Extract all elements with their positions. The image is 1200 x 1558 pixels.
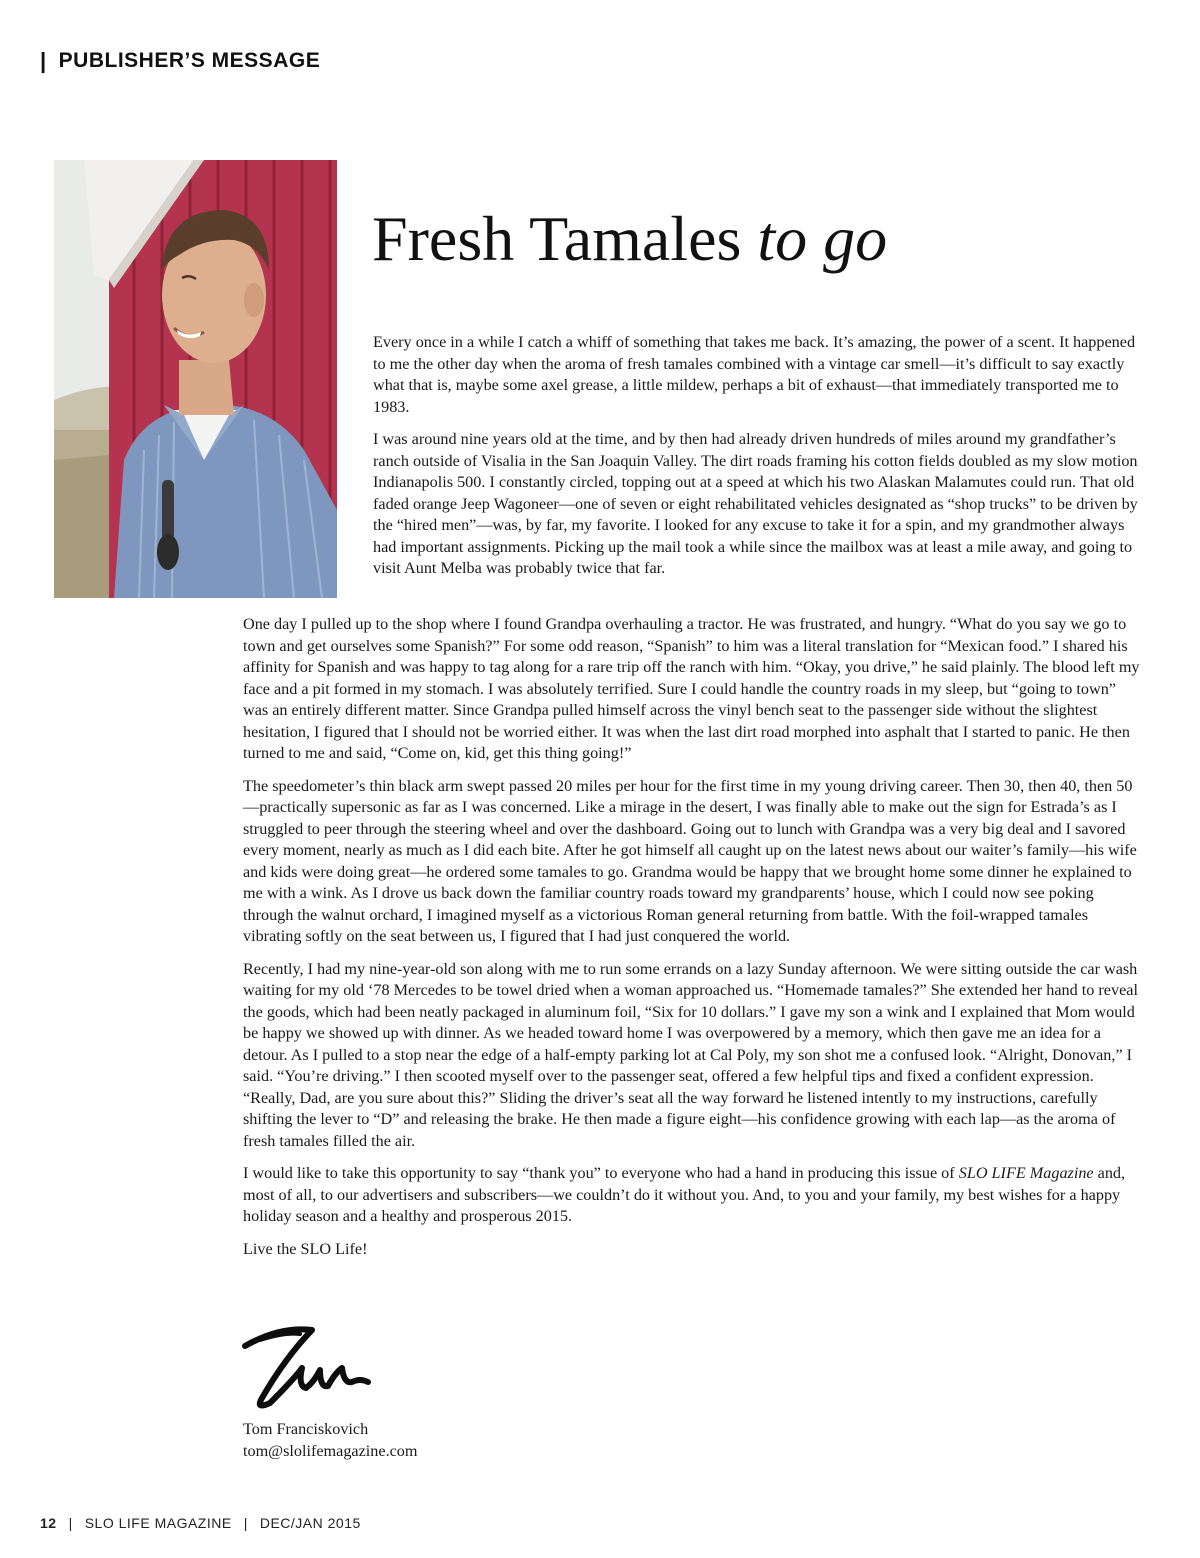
section-header bbox=[40, 48, 320, 74]
header-separator: | bbox=[40, 48, 47, 73]
article-paragraph: The speedometer’s thin black arm swept passed 20 miles per hour for the first time in my young driving career. Then 30, then 40, then 50—practically supersonic as far as I was concerned. Like a mirage in the desert, I was finally able to make out the sign for Estrada’s as I struggled to peer through the steering wheel and over the dashboard. Going out to lunch with Grandpa was a very big deal and I savored every moment, nearly as much as I did each bite. After he got himself all caught up on the latest news about our waiter’s family—his wife and kids were doing great—he ordered some tamales to go. Grandma would be happy that we brought home some dinner he explained to me with a wink. As I drove us back down the familiar country roads toward my grandparents’ house, which I could now see poking through the walnut orchard, I imagined myself as a victorious Roman general returning from battle. With the foil-wrapped tamales vibrating softly on the seat between us, I figured that I had just conquered the world. bbox=[243, 776, 1137, 945]
publication-name: SLO LIFE MAGAZINE bbox=[84, 1515, 232, 1531]
section-title: PUBLISHER’S MESSAGE bbox=[58, 49, 321, 72]
author-name: Tom Franciskovich bbox=[243, 1420, 369, 1438]
thanks-text-before: I would like to take this opportunity to say “thank you” to everyone who had a hand in producing this issue of bbox=[243, 1164, 959, 1182]
article-title bbox=[372, 204, 887, 274]
issue-date: DEC/JAN 2015 bbox=[259, 1515, 361, 1531]
author-email[interactable]: tom@slolifemagazine.com bbox=[243, 1441, 418, 1460]
page-number: 12 bbox=[40, 1515, 57, 1531]
article-title-italic: to go bbox=[757, 203, 888, 274]
article-title-main: Fresh Tamales bbox=[372, 203, 758, 274]
article-body-main bbox=[243, 614, 1143, 1271]
article-paragraph: I was around nine years old at the time, and by then had already driven hundreds of miles around my grandfather’s ranch outside of Visalia in the San Joaquin Valley. The dirt roads framing his cotton fields doubled as my slow motion Indianapolis 500. I constantly circled, topping out at a speed at which his two Alaskan Malamutes could run. That old faded orange Jeep Wagoneer—one of seven or eight rehabilitated vehicles designated as “shop trucks” to be driven by the “hired men”—was, by far, my favorite. I looked for any excuse to take it for a spin, and my grandmother always had important assignments. Picking up the mail took a while since the mailbox was at least a mile away, and going to visit Aunt Melba was probably twice that far. bbox=[373, 430, 1138, 577]
footer-separator: | bbox=[243, 1515, 248, 1531]
publisher-photo-illustration bbox=[54, 160, 337, 598]
closing-line: Live the SLO Life! bbox=[243, 1239, 368, 1258]
signature bbox=[240, 1318, 375, 1413]
page-footer bbox=[40, 1515, 361, 1531]
article-paragraph: Every once in a while I catch a whiff of something that takes me back. It’s amazing, the power of a scent. It happened to me the other day when the aroma of fresh tamales combined with a vintage car smell—it’s difficult to say exactly what that is, maybe some axel grease, a little mildew, perhaps a bit of exhaust—that immediately transported me to 1983. bbox=[373, 333, 1136, 416]
footer-separator: | bbox=[68, 1515, 73, 1531]
thanks-text-after: and, most of all, to our advertisers and subscribers—we couldn’t do it without you. And, to you and your family, my best wishes for a happy holiday season and a healthy and prosperous 2015. bbox=[243, 1164, 1126, 1225]
publisher-photo bbox=[54, 160, 337, 598]
article-body-top bbox=[373, 332, 1143, 591]
article-paragraph: Recently, I had my nine-year-old son along with me to run some errands on a lazy Sunday afternoon. We were sitting outside the car wash waiting for my old ‘78 Mercedes to be towel dried when a woman approached us. “Homemade tamales?” She extended her hand to reveal the goods, which had been neatly packaged in aluminum foil, “Six for 10 dollars.” I gave my son a wink and I explained that Mom would be happy we showed up with dinner. As we headed toward home I was overpowered by a memory, which then gave me an idea for a detour. As I pulled to a stop near the edge of a half-empty parking lot at Cal Poly, my son shot me a confused look. “Alright, Donovan,” I said. “You’re driving.” I then scooted myself over to the passenger seat, offered a few helpful tips and fixed a confident expression. “Really, Dad, are you sure about this?” Sliding the driver’s seat all the way forward he listened intently to my instructions, carefully shifting the lever to “D” and releasing the brake. He then made a figure eight—his confidence growing with each lap—as the aroma of fresh tamales filled the air. bbox=[243, 959, 1138, 1150]
magazine-name: SLO LIFE Magazine bbox=[958, 1164, 1094, 1182]
thanks-paragraph bbox=[243, 1163, 1143, 1228]
author-signoff bbox=[243, 1419, 417, 1462]
article-paragraph: One day I pulled up to the shop where I found Grandpa overhauling a tractor. He was frustrated, and hungry. “What do you say we go to town and get ourselves some Spanish?” For some odd reason, “Spanish” to him was a literal translation for “Mexican food.” I shared his affinity for Spanish and was happy to tag along for a rare trip off the ranch with him. “Okay, you drive,” he said plainly. The blood left my face and a pit formed in my stomach. I was absolutely terrified. Sure I could handle the country roads in my sleep, but “going to town” was an entirely different matter. Since Grandpa pulled himself across the vinyl bench seat to the passenger side without the slightest hesitation, I figured that I should not be worried either. It was when the last dirt road morphed into asphalt that I started to panic. He then turned to me and said, “Come on, kid, get this thing going!” bbox=[243, 615, 1140, 762]
